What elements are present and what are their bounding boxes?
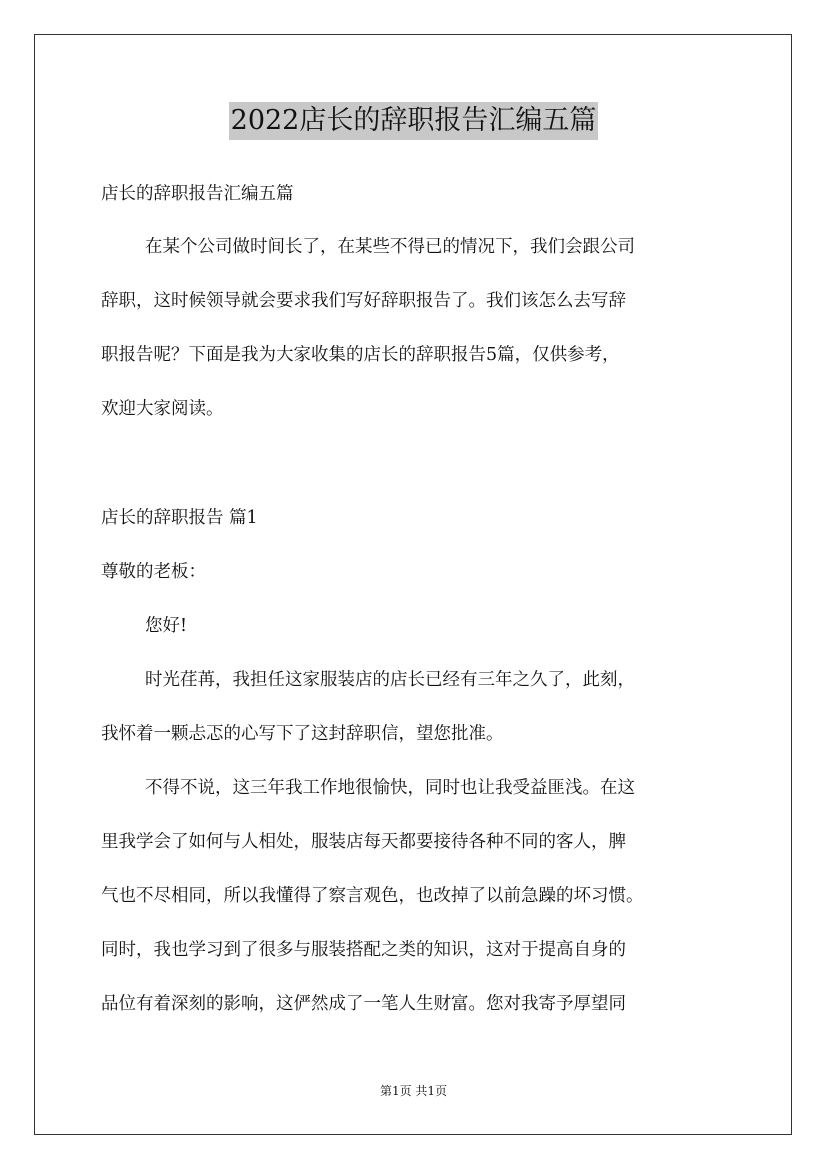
body-line: 同时，我也学习到了很多与服装搭配之类的知识，这对于提高自身的: [101, 940, 626, 960]
greeting: 您好!: [145, 616, 188, 636]
intro-line: 职报告呢？下面是我为大家收集的店长的辞职报告5篇，仅供参考，: [101, 345, 620, 365]
body-line: 我怀着一颗忐忑的心写下了这封辞职信，望您批准。: [101, 724, 504, 744]
intro-line: 在某个公司做时间长了，在某些不得已的情况下，我们会跟公司: [145, 237, 635, 257]
body-line: 品位有着深刻的影响，这俨然成了一笔人生财富。您对我寄予厚望同: [101, 994, 626, 1014]
section-heading: 店长的辞职报告 篇1: [101, 508, 258, 528]
intro-line: 辞职，这时候领导就会要求我们写好辞职报告了。我们该怎么去写辞: [101, 291, 626, 311]
body-line: 不得不说，这三年我工作地很愉快，同时也让我受益匪浅。在这: [145, 778, 635, 798]
intro-line: 欢迎大家阅读。: [101, 399, 224, 419]
page-footer: 第1页 共1页: [379, 1084, 448, 1098]
body-line: 里我学会了如何与人相处，服装店每天都要接待各种不同的客人，脾: [101, 832, 626, 852]
document-title: 2022店长的辞职报告汇编五篇: [229, 102, 599, 140]
body-line: 气也不尽相同，所以我懂得了察言观色，也改掉了以前急躁的坏习惯。: [101, 886, 644, 906]
title-container: [0, 102, 827, 140]
body-line: 时光荏苒，我担任这家服装店的店长已经有三年之久了，此刻，: [145, 670, 635, 690]
salutation: 尊敬的老板：: [101, 562, 206, 582]
document-subtitle: 店长的辞职报告汇编五篇: [101, 184, 294, 204]
